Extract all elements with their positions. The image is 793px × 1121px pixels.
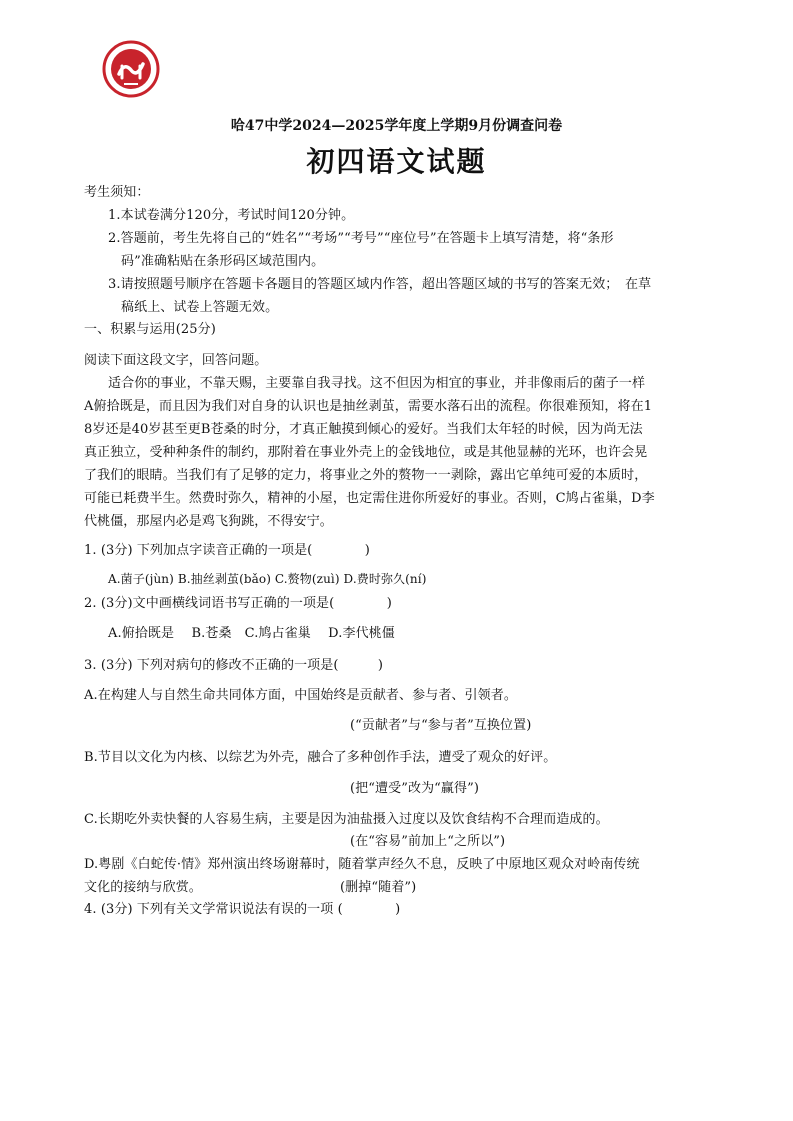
passage-line: 了我们的眼睛。当我们有了足够的定力，将事业之外的赘物一一剥除，露出它单纯可爱的本质时， bbox=[84, 468, 648, 483]
question-stem: 3. (3分) 下列对病句的修改不正确的一项是( ) bbox=[84, 658, 384, 673]
passage-line: A俯拾既是，而且因为我们对自身的认识也是抽丝剥茧，需要水落石出的流程。你很难预知，将在1 bbox=[84, 399, 653, 414]
sentence-option: B.节目以文化为内核、以综艺为外壳，融合了多种创作手法，遭受了观众的好评。 bbox=[84, 750, 557, 765]
passage-line: 可能已耗费半生。然费时弥久，精神的小屋，也定需住进你所爱好的事业。否则，C鸠占雀巢，D李 bbox=[84, 491, 655, 506]
school-logo-icon bbox=[102, 40, 160, 98]
section-heading: 一、积累与运用(25分) bbox=[84, 322, 216, 337]
question-stem: 2. (3分)文中画横线词语书写正确的一项是( ) bbox=[84, 596, 392, 611]
notice-item: 稿纸上、试卷上答题无效。 bbox=[121, 300, 279, 315]
passage-intro: 阅读下面这段文字，回答问题。 bbox=[84, 353, 268, 368]
notice-item: 3.请按照题号顺序在答题卡各题目的答题区域内作答，超出答题区域的书写的答案无效； 在草 bbox=[108, 277, 652, 292]
passage-line: 8岁还是40岁甚至更B苍桑的时分，才真正触摸到倾心的爱好。当我们太年轻的时候，因为尚无法 bbox=[84, 422, 643, 437]
question-options: A.俯拾既是 B.苍桑 C.鸠占雀巢 D.李代桃僵 bbox=[108, 626, 395, 641]
sentence-option: A.在构建人与自然生命共同体方面，中国始终是贡献者、参与者、引领者。 bbox=[84, 688, 517, 703]
sentence-fix: (把“遭受”改为“赢得”) bbox=[350, 781, 480, 796]
question-stem: 4. (3分) 下列有关文学常识说法有误的一项 ( ) bbox=[84, 902, 401, 917]
question-stem: 1. (3分) 下列加点字读音正确的一项是( ) bbox=[84, 543, 370, 558]
passage-line: 代桃僵，那屋内必是鸡飞狗跳，不得安宁。 bbox=[84, 514, 333, 529]
passage-line: 真正独立，受种种条件的制约，那附着在事业外壳上的金钱地位，或是其他显赫的光环，也许会晃 bbox=[84, 445, 648, 460]
sentence-option: C.长期吃外卖快餐的人容易生病，主要是因为油盐摄入过度以及饮食结构不合理而造成的。 bbox=[84, 812, 609, 827]
sentence-fix: (删掉“随着”) bbox=[340, 880, 417, 895]
page-title: 初四语文试题 bbox=[306, 145, 487, 178]
question-options: A.菌子(jùn) B.抽丝剥茧(bǎo) C.赘物(zuì) D.费时弥久(ní) bbox=[108, 572, 427, 586]
sentence-fix: (“贡献者”与“参与者”互换位置) bbox=[350, 718, 532, 733]
notice-item: 2.答题前，考生先将自己的“姓名”“考场”“考号”“座位号”在答题卡上填写清楚，将“条形 bbox=[108, 231, 614, 246]
sentence-option: D.粤剧《白蛇传·情》郑州演出终场谢幕时，随着掌声经久不息，反映了中原地区观众对岭南传统 bbox=[84, 857, 640, 872]
sentence-fix: (在“容易”前加上“之所以”) bbox=[350, 834, 506, 849]
sentence-option-cont: 文化的接纳与欣赏。 bbox=[84, 880, 202, 895]
notice-item: 1.本试卷满分120分，考试时间120分钟。 bbox=[108, 208, 355, 223]
notice-heading: 考生须知： bbox=[84, 185, 150, 200]
notice-item: 码”准确粘贴在条形码区域范围内。 bbox=[121, 254, 325, 269]
school-line: 哈47中学2024—2025学年度上学期9月份调查问卷 bbox=[230, 118, 563, 134]
passage-line: 适合你的事业，不靠天赐，主要靠自我寻找。这不但因为相宜的事业，并非像雨后的菌子一样 bbox=[108, 376, 646, 391]
